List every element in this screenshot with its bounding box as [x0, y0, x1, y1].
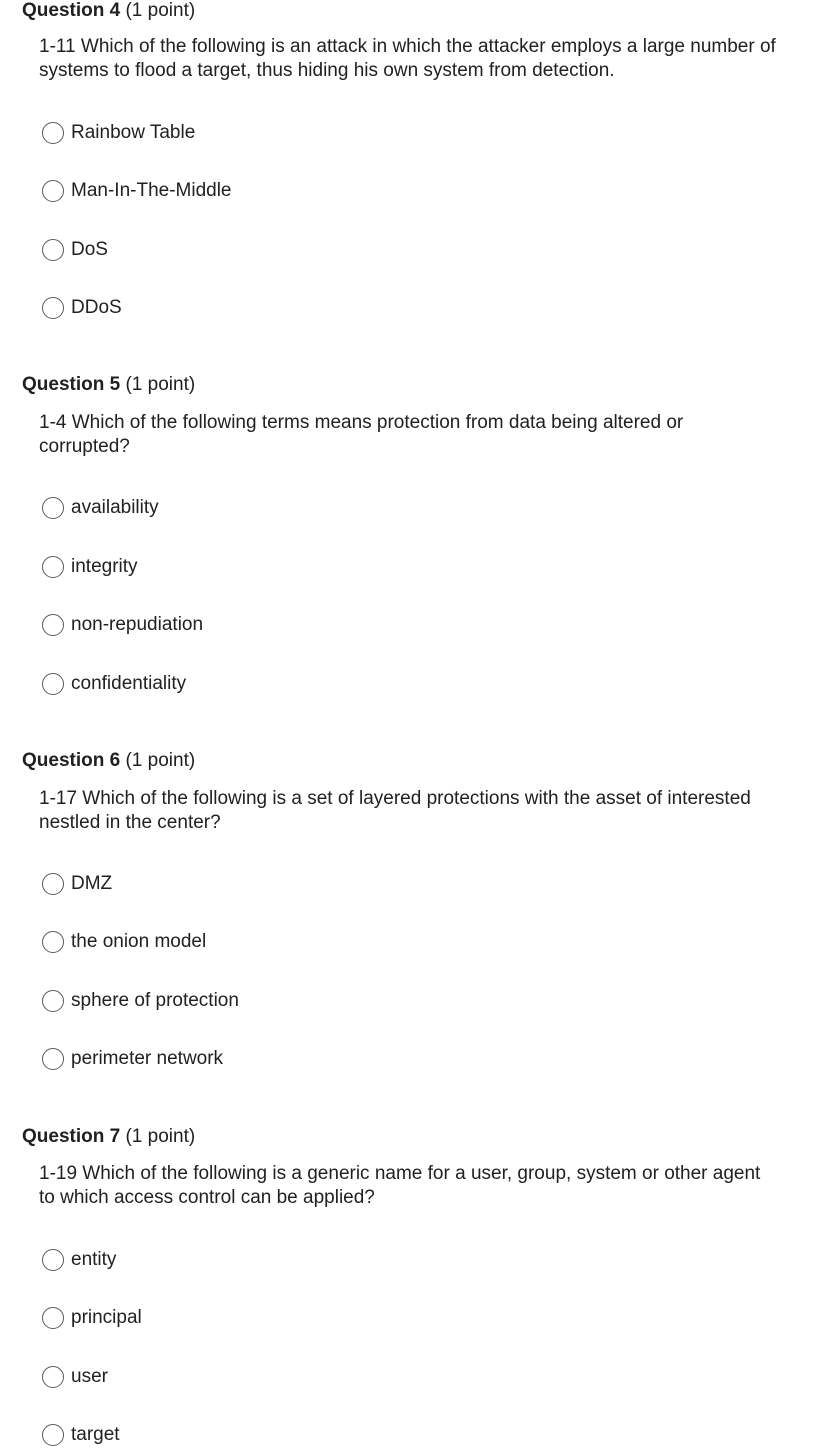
answer-option[interactable] — [42, 1363, 108, 1391]
question-text: 1-4 Which of the following terms means protection from data being altered or corrupted? — [39, 412, 684, 457]
radio-button[interactable] — [42, 990, 64, 1012]
radio-button[interactable] — [42, 297, 64, 319]
radio-button[interactable] — [42, 122, 64, 144]
radio-button[interactable] — [42, 180, 64, 202]
answer-option[interactable] — [42, 236, 108, 264]
radio-button[interactable] — [42, 1307, 64, 1329]
radio-button[interactable] — [42, 1424, 64, 1446]
radio-button[interactable] — [42, 1249, 64, 1271]
question-text: 1-17 Which of the following is a set of layered protections with the asset of interested nestled in the center? — [39, 788, 751, 833]
answer-option[interactable] — [42, 1421, 120, 1449]
answer-label: entity — [71, 1249, 117, 1270]
answer-label: Man-In-The-Middle — [71, 180, 232, 201]
radio-button[interactable] — [42, 614, 64, 636]
radio-button[interactable] — [42, 873, 64, 895]
answer-option[interactable] — [42, 928, 206, 956]
answer-label: perimeter network — [71, 1048, 224, 1069]
question-title — [22, 374, 195, 396]
question-points: (1 point) — [125, 374, 196, 395]
answer-label: integrity — [71, 556, 138, 577]
question-text: 1-11 Which of the following is an attack in which the attacker employs a large number of systems to flood a target, thus hiding his own system from detection. — [39, 36, 776, 81]
question-number: Question 4 — [22, 0, 121, 21]
answer-label: confidentiality — [71, 673, 187, 694]
answer-label: non-repudiation — [71, 614, 204, 635]
answer-option[interactable] — [42, 1304, 142, 1332]
answer-option[interactable] — [42, 294, 122, 322]
answer-label: principal — [71, 1307, 142, 1328]
answer-label: target — [71, 1424, 120, 1445]
question-points: (1 point) — [125, 0, 196, 21]
answer-option[interactable] — [42, 670, 186, 698]
radio-button[interactable] — [42, 497, 64, 519]
answer-label: Rainbow Table — [71, 122, 196, 143]
question-text: 1-19 Which of the following is a generic name for a user, group, system or other agent to which access control can be applied? — [39, 1163, 761, 1208]
radio-button[interactable] — [42, 556, 64, 578]
radio-button[interactable] — [42, 239, 64, 261]
answer-option[interactable] — [42, 1246, 116, 1274]
question-number: Question 6 — [22, 750, 121, 771]
answer-option[interactable] — [42, 611, 203, 639]
answer-option[interactable] — [42, 553, 138, 581]
answer-option[interactable] — [42, 119, 195, 147]
question-number: Question 7 — [22, 1126, 121, 1147]
radio-button[interactable] — [42, 1048, 64, 1070]
question-points: (1 point) — [125, 750, 196, 771]
answer-label: user — [71, 1366, 108, 1387]
radio-button[interactable] — [42, 673, 64, 695]
answer-label: DMZ — [71, 873, 113, 894]
question-title — [22, 0, 195, 22]
question-number: Question 5 — [22, 374, 121, 395]
question-title — [22, 750, 195, 772]
radio-button[interactable] — [42, 1366, 64, 1388]
answer-label: the onion model — [71, 931, 207, 952]
answer-option[interactable] — [42, 1045, 223, 1073]
question-title — [22, 1126, 195, 1148]
answer-label: availability — [71, 497, 159, 518]
question-points: (1 point) — [125, 1126, 196, 1147]
answer-option[interactable] — [42, 177, 232, 205]
answer-option[interactable] — [42, 987, 239, 1015]
answer-option[interactable] — [42, 870, 112, 898]
radio-button[interactable] — [42, 931, 64, 953]
answer-label: DoS — [71, 239, 108, 260]
answer-label: sphere of protection — [71, 990, 239, 1011]
answer-option[interactable] — [42, 494, 159, 522]
answer-label: DDoS — [71, 297, 122, 318]
